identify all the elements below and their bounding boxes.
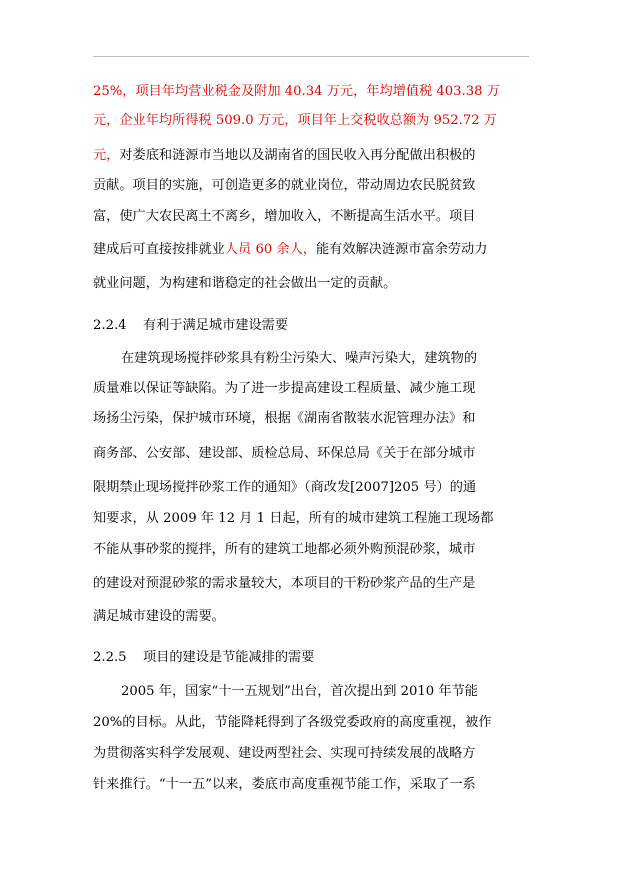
header-rule: [93, 56, 529, 57]
body-text: 就业问题，为构建和谐稳定的社会做出一定的贡献。: [93, 276, 397, 291]
paragraph1-line6: [93, 240, 487, 260]
paragraph1-line4: [93, 176, 475, 196]
paragraph1-line2: [93, 111, 497, 131]
paragraph1-line1: [93, 82, 500, 102]
section-number: 2.2.5: [93, 650, 127, 665]
paragraph3-line3: 为贯彻落实科学发展观、建设两型社会、实现可持续发展的战略方: [93, 746, 476, 761]
paragraph2-line5: 限期禁止现场搅拌砂浆工作的通知》（商改发[2007]205 号）的通: [93, 480, 477, 495]
body-text: 建成后可直接按排就业: [93, 242, 225, 257]
paragraph2-line8: 的建设对预混砂浆的需求量较大，本项目的干粉砂浆产品的生产是: [93, 576, 476, 591]
paragraph2-line7: 不能从事砂浆的搅拌，所有的建筑工地都必须外购预混砂浆，城市: [93, 542, 476, 557]
paragraph1-line5: [93, 207, 475, 227]
paragraph2-line1: 在建筑现场搅拌砂浆具有粉尘污染大、噪声污染大，建筑物的: [121, 351, 478, 366]
section-number: 2.2.4: [93, 318, 127, 333]
paragraph2-line3: 场扬尘污染，保护城市环境，根据《湖南省散装水泥管理办法》和: [93, 411, 476, 426]
red-text: 元，: [93, 148, 120, 163]
paragraph2-line4: 商务部、公安部、建设部、质检总局、环保总局《关于在部分城市: [93, 446, 476, 461]
section-title: 有利于满足城市建设需要: [143, 318, 289, 333]
paragraph2-line6: 知要求，从 2009 年 12 月 1 日起，所有的城市建筑工程施工现场都: [93, 511, 494, 526]
paragraph3-line1: 2005 年，国家“十一五规划”出台，首次提出到 2010 年节能: [121, 684, 478, 699]
red-text: 人员 60 余人，: [224, 242, 316, 257]
red-text: 元，企业年均所得税 509.0 万元，项目年上交税收总额为 952.72 万: [93, 113, 497, 128]
section-heading-2-2-4: [93, 316, 288, 336]
paragraph2-line2: 质量难以保证等缺陷。为了进一步提高建设工程质量、减少施工现: [93, 381, 476, 396]
body-text: 能有效解决涟源市富余劳动力: [315, 242, 488, 257]
paragraph1-line3: [93, 146, 475, 166]
paragraph1-line7: [93, 274, 396, 294]
red-text: 25%，项目年均营业税金及附加 40.34 万元，年均增值税 403.38 万: [93, 84, 500, 99]
body-text: 富，使广大农民离土不离乡，增加收入，不断提高生活水平。项目: [93, 209, 476, 224]
body-text: 贡献。项目的实施，可创造更多的就业岗位，带动周边农民脱贫致: [93, 178, 476, 193]
section-heading-2-2-5: [93, 648, 314, 668]
paragraph3-line2: 20%的目标。从此，节能降耗得到了各级党委政府的高度重视，被作: [93, 715, 492, 730]
paragraph2-line9: 满足城市建设的需要。: [93, 609, 225, 624]
body-text: 对娄底和涟源市当地以及湖南省的国民收入再分配做出积极的: [119, 148, 476, 163]
paragraph3-line4: 针来推行。“十一五”以来，娄底市高度重视节能工作，采取了一系: [93, 777, 476, 792]
section-title: 项目的建设是节能减排的需要: [143, 650, 315, 665]
